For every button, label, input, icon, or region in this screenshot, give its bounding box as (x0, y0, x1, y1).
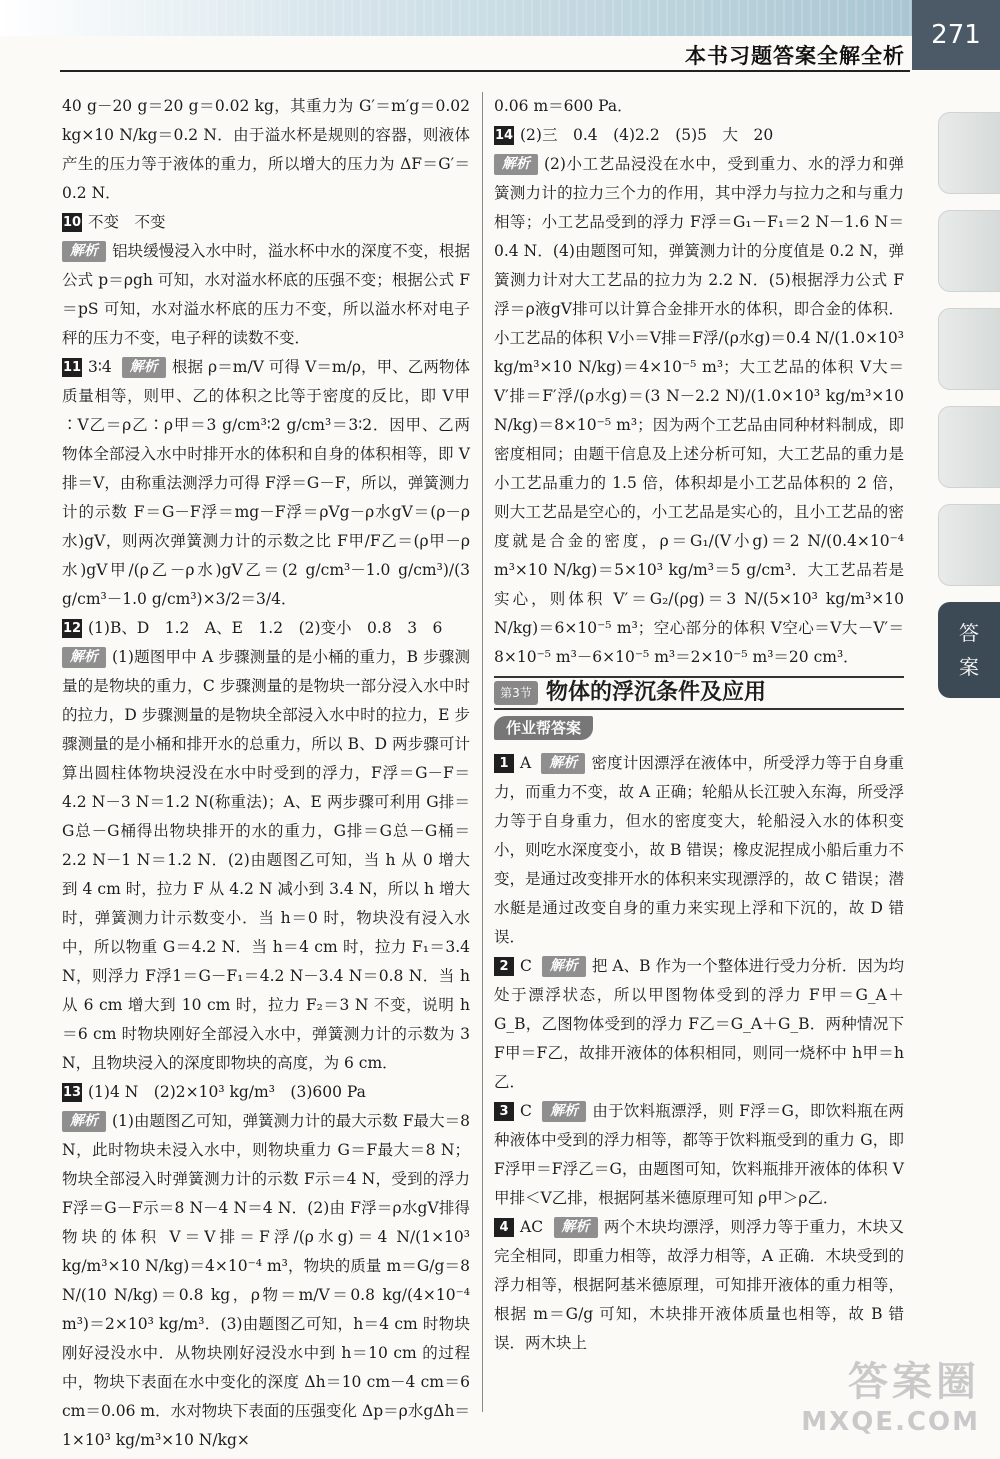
analysis-text: 把 A、B 作为一个整体进行受力分析．因为均处于漂浮状态，所以甲图物体受到的浮力 F甲＝G_A＋G_B，乙图物体受到的浮力 F乙＝G_A＋G_B．两种情况下 F甲＝F乙，故排开液体的体积相同，则同一烧杯中 h甲＝h乙． (494, 957, 904, 1091)
answer-text: (2)三 0.4 (4)2.2 (5)5 大 20 (520, 126, 774, 144)
paragraph-text: 40 g－20 g＝20 g＝0.02 kg，其重力为 G′＝m′g＝0.02 kg×10 N/kg＝0.2 N．由于溢水杯是规则的容器，则液体产生的压力等于液体的重力，所以增大的压力为 ΔF＝G′＝0.2 N． (62, 97, 470, 202)
side-tab[interactable] (938, 210, 1000, 292)
analysis-tag: 解析 (62, 241, 106, 262)
question-number: 2 (494, 957, 514, 976)
side-tab-answers[interactable]: 答 案 (938, 602, 1000, 698)
analysis-block (62, 1107, 470, 1455)
watermark-line1: 答案圈 (848, 1359, 980, 1405)
question-number: 11 (62, 360, 82, 375)
subsection-heading (494, 714, 904, 743)
analysis-block (62, 237, 470, 353)
answer-text: AC (520, 1218, 544, 1236)
analysis-text: (1)题图甲中 A 步骤测量的是小桶的重力，B 步骤测量的是物块的重力，C 步骤测量的是物块一部分浸入水中时的拉力，D 步骤测量的是物块全部浸入水中时的拉力，E 步骤测量的是小桶和排开水的总重力，所以 B、D 两步骤可计算出圆柱体物块浸没在水中时受到的浮力，F浮＝G－F＝4.2 N－3 N＝1.2 N(称重法)；A、E 两步骤可利用 G排＝G总－G桶得出物块排开的水的重力，G排＝G总－G桶＝2.2 N－1 N＝1.2 N．(2)由题图乙可知，当 h 从 0 增大到 4 cm 时，拉力 F 从 4.2 N 减小到 3.4 N，所以 h 增大时，弹簧测力计示数变小．当 h＝0 时，物块没有浸入水中，所以物重 G＝4.2 N．当 h＝4 cm 时，拉力 F₁＝3.4 N，则浮力 F浮1＝G－F₁＝4.2 N－3.4 N＝0.8 N．当 h 从 6 cm 增大到 10 cm 时，拉力 F₂＝3 N 不变，说明 h＝6 cm 时物块刚好全部浸入水中，弹簧测力计的示数为 3 N，且物块浸入的深度即物块的高度，为 6 cm． (62, 648, 470, 1072)
watermark (801, 1350, 980, 1437)
answer-analysis-block (494, 952, 904, 1097)
analysis-tag: 解析 (62, 647, 106, 668)
answer-analysis-block (62, 353, 470, 614)
page-number: 271 (912, 0, 1000, 70)
analysis-text: (2)小工艺品浸没在水中，受到重力、水的浮力和弹簧测力计的拉力三个力的作用，其中浮力与拉力之和与重力相等；小工艺品受到的浮力 F浮＝G₁－F₁＝2 N－1.6 N＝0.4 N．(4)由题图可知，弹簧测力计的分度值是 0.2 N，弹簧测力计对大工艺品的拉力为 2.2 N．(5)根据浮力公式 F浮＝ρ液gV排可以计算合金排开水的体积，即合金的体积．小工艺品的体积 V小＝V排＝F浮/(ρ水g)＝0.4 N/(1.0×10³ kg/m³×10 N/kg)＝4×10⁻⁵ m³；大工艺品的体积 V大＝V′排＝F′浮/(ρ水g)＝(3 N－2.2 N)/(1.0×10³ kg/m³×10 N/kg)＝8×10⁻⁵ m³；因为两个工艺品由同种材料制成，即密度相同；由题干信息及上述分析可知，大工艺品的重力是小工艺品重力的 1.5 倍，体积却是小工艺品体积的 2 倍，则大工艺品是空心的，小工艺品是实心的，且小工艺品的密度就是合金的密度，ρ＝G₁/(V小g)＝2 N/(0.4×10⁻⁴ m³×10 N/kg)＝5×10³ kg/m³＝5 g/cm³．大工艺品若是实心，则体积 V′＝G₂/(ρg)＝3 N/(5×10³ kg/m³×10 N/kg)＝6×10⁻⁵ m³；空心部分的体积 V空心＝V大－V′＝8×10⁻⁵ m³－6×10⁻⁵ m³＝2×10⁻⁵ m³＝20 cm³． (494, 155, 904, 666)
analysis-text: 密度计因漂浮在液体中，所受浮力等于自身重力，而重力不变，故 A 正确；轮船从长江驶入东海，所受浮力等于自身重力，但水的密度变大，轮船浸入水的体积变小，则吃水深度变小，故 B 错误；橡皮泥捏成小船后重力不变，是通过改变排开水的体积来实现漂浮的，故 C 错误；潜水艇是通过改变自身的重力来实现上浮和下沉的，故 D 错误． (494, 754, 904, 946)
question-number: 13 (62, 1085, 82, 1100)
paragraph-text: 0.06 m＝600 Pa． (494, 97, 633, 115)
answer-text: 不变 不变 (88, 213, 166, 231)
answer-text: C (520, 957, 532, 975)
question-number: 12 (62, 621, 82, 636)
analysis-block (62, 643, 470, 1078)
question-number: 14 (494, 128, 514, 143)
analysis-text: 由于饮料瓶漂浮，则 F浮＝G，即饮料瓶在两种液体中受到的浮力相等，都等于饮料瓶受到的重力 G，即 F浮甲＝F浮乙＝G，由题图可知，饮料瓶排开液体的体积 V甲排＜V乙排，根据阿基米德原理可知 ρ甲＞ρ乙． (494, 1102, 904, 1207)
analysis-tag: 解析 (542, 956, 586, 977)
column-divider (482, 92, 483, 1412)
right-column (494, 92, 904, 1358)
answer-analysis-block (494, 1213, 904, 1358)
paragraph (62, 92, 470, 208)
analysis-tag: 解析 (554, 1217, 598, 1238)
watermark-line2: MXQE.COM (801, 1407, 980, 1437)
section-label: 第3节 (494, 681, 538, 705)
header-title: 本书习题答案全解全析 (685, 44, 905, 68)
header-rule (60, 70, 910, 72)
answer-text: (1)B、D 1.2 A、E 1.2 (2)变小 0.8 3 6 (88, 619, 443, 637)
question-number: 1 (494, 754, 514, 773)
subsection-title: 作业帮答案 (494, 716, 593, 740)
analysis-text: (1)由题图乙可知，弹簧测力计的最大示数 F最大＝8 N，此时物块未浸入水中，则物块重力 G＝F最大＝8 N；物块全部浸入时弹簧测力计的示数 F示＝4 N，受到的浮力 F浮＝G－F示＝8 N－4 N＝4 N．(2)由 F浮＝ρ水gV排得物块的体积 V＝V排＝F浮/(ρ水g)＝4 N/(1×10³ kg/m³×10 N/kg)＝4×10⁻⁴ m³，物块的质量 m＝G/g＝8 N/(10 N/kg)＝0.8 kg，ρ物＝m/V＝0.8 kg/(4×10⁻⁴ m³)＝2×10³ kg/m³．(3)由题图乙可知，h＝4 cm 时物块刚好浸没水中．从物块刚好浸没水中到 h＝10 cm 的过程中，物块下表面在水中变化的深度 Δh＝10 cm－4 cm＝6 cm＝0.06 m．水对物块下表面的压强变化 Δp＝ρ水gΔh＝1×10³ kg/m³×10 N/kg× (62, 1112, 470, 1449)
analysis-tag: 解析 (542, 1101, 586, 1122)
paragraph (494, 92, 904, 121)
answer-line (62, 1078, 470, 1107)
question-number: 4 (494, 1218, 514, 1237)
analysis-text: 根据 ρ＝m/V 可得 V＝m/ρ，甲、乙两物体质量相等，则甲、乙的体积之比等于密度的反比，即 V甲∶V乙＝ρ乙∶ρ甲＝3 g/cm³∶2 g/cm³＝3∶2．因甲、乙两物体全部浸入水中时排开水的体积和自身的体积相等，即 V排＝V，由称重法测浮力可得 F浮＝G－F，所以，弹簧测力计的示数 F＝G－F浮＝mg－F浮＝ρVg－ρ水gV＝(ρ－ρ水)gV，则两次弹簧测力计的示数之比 F甲/F乙＝(ρ甲－ρ水)gV甲/(ρ乙－ρ水)gV乙＝(2 g/cm³－1.0 g/cm³)/(3 g/cm³－1.0 g/cm³)×3/2＝3/4． (62, 358, 470, 608)
analysis-tag: 解析 (494, 154, 538, 175)
left-column (62, 92, 470, 1455)
analysis-text: 铝块缓慢浸入水中时，溢水杯中水的深度不变，根据公式 p＝ρgh 可知，水对溢水杯底的压强不变；根据公式 F＝pS 可知，水对溢水杯底的压力不变，所以溢水杯对电子秤的压力不变，电子秤的读数不变． (62, 242, 470, 347)
answer-text: C (520, 1102, 532, 1120)
side-tabs (938, 112, 1000, 714)
answer-analysis-block (494, 1097, 904, 1213)
analysis-tag: 解析 (122, 357, 166, 378)
side-tab[interactable] (938, 112, 1000, 194)
answer-text: (1)4 N (2)2×10³ kg/m³ (3)600 Pa (88, 1083, 366, 1101)
side-tab[interactable] (938, 308, 1000, 390)
analysis-text: 两个木块均漂浮，则浮力等于重力，木块又完全相同，即重力相等，故浮力相等，A 正确．木块受到的浮力相等，根据阿基米德原理，可知排开液体的重力相等，根据 m＝G/g 可知，木块排开液体质量也相等，故 B 错误．两木块上 (494, 1218, 904, 1352)
answer-line (62, 614, 470, 643)
answer-line (62, 208, 470, 237)
analysis-block (494, 150, 904, 672)
analysis-tag: 解析 (62, 1111, 106, 1132)
answer-analysis-block (494, 749, 904, 952)
side-tab[interactable] (938, 504, 1000, 586)
answer-line (494, 121, 904, 150)
section-title: 物体的浮沉条件及应用 (546, 680, 767, 705)
question-number: 10 (62, 215, 82, 230)
section-heading (494, 676, 904, 710)
question-number: 3 (494, 1102, 514, 1121)
answer-text: 3∶4 (88, 358, 112, 376)
side-tab[interactable] (938, 406, 1000, 488)
analysis-tag: 解析 (541, 753, 585, 774)
answer-text: A (520, 754, 532, 772)
header-band (0, 0, 915, 36)
